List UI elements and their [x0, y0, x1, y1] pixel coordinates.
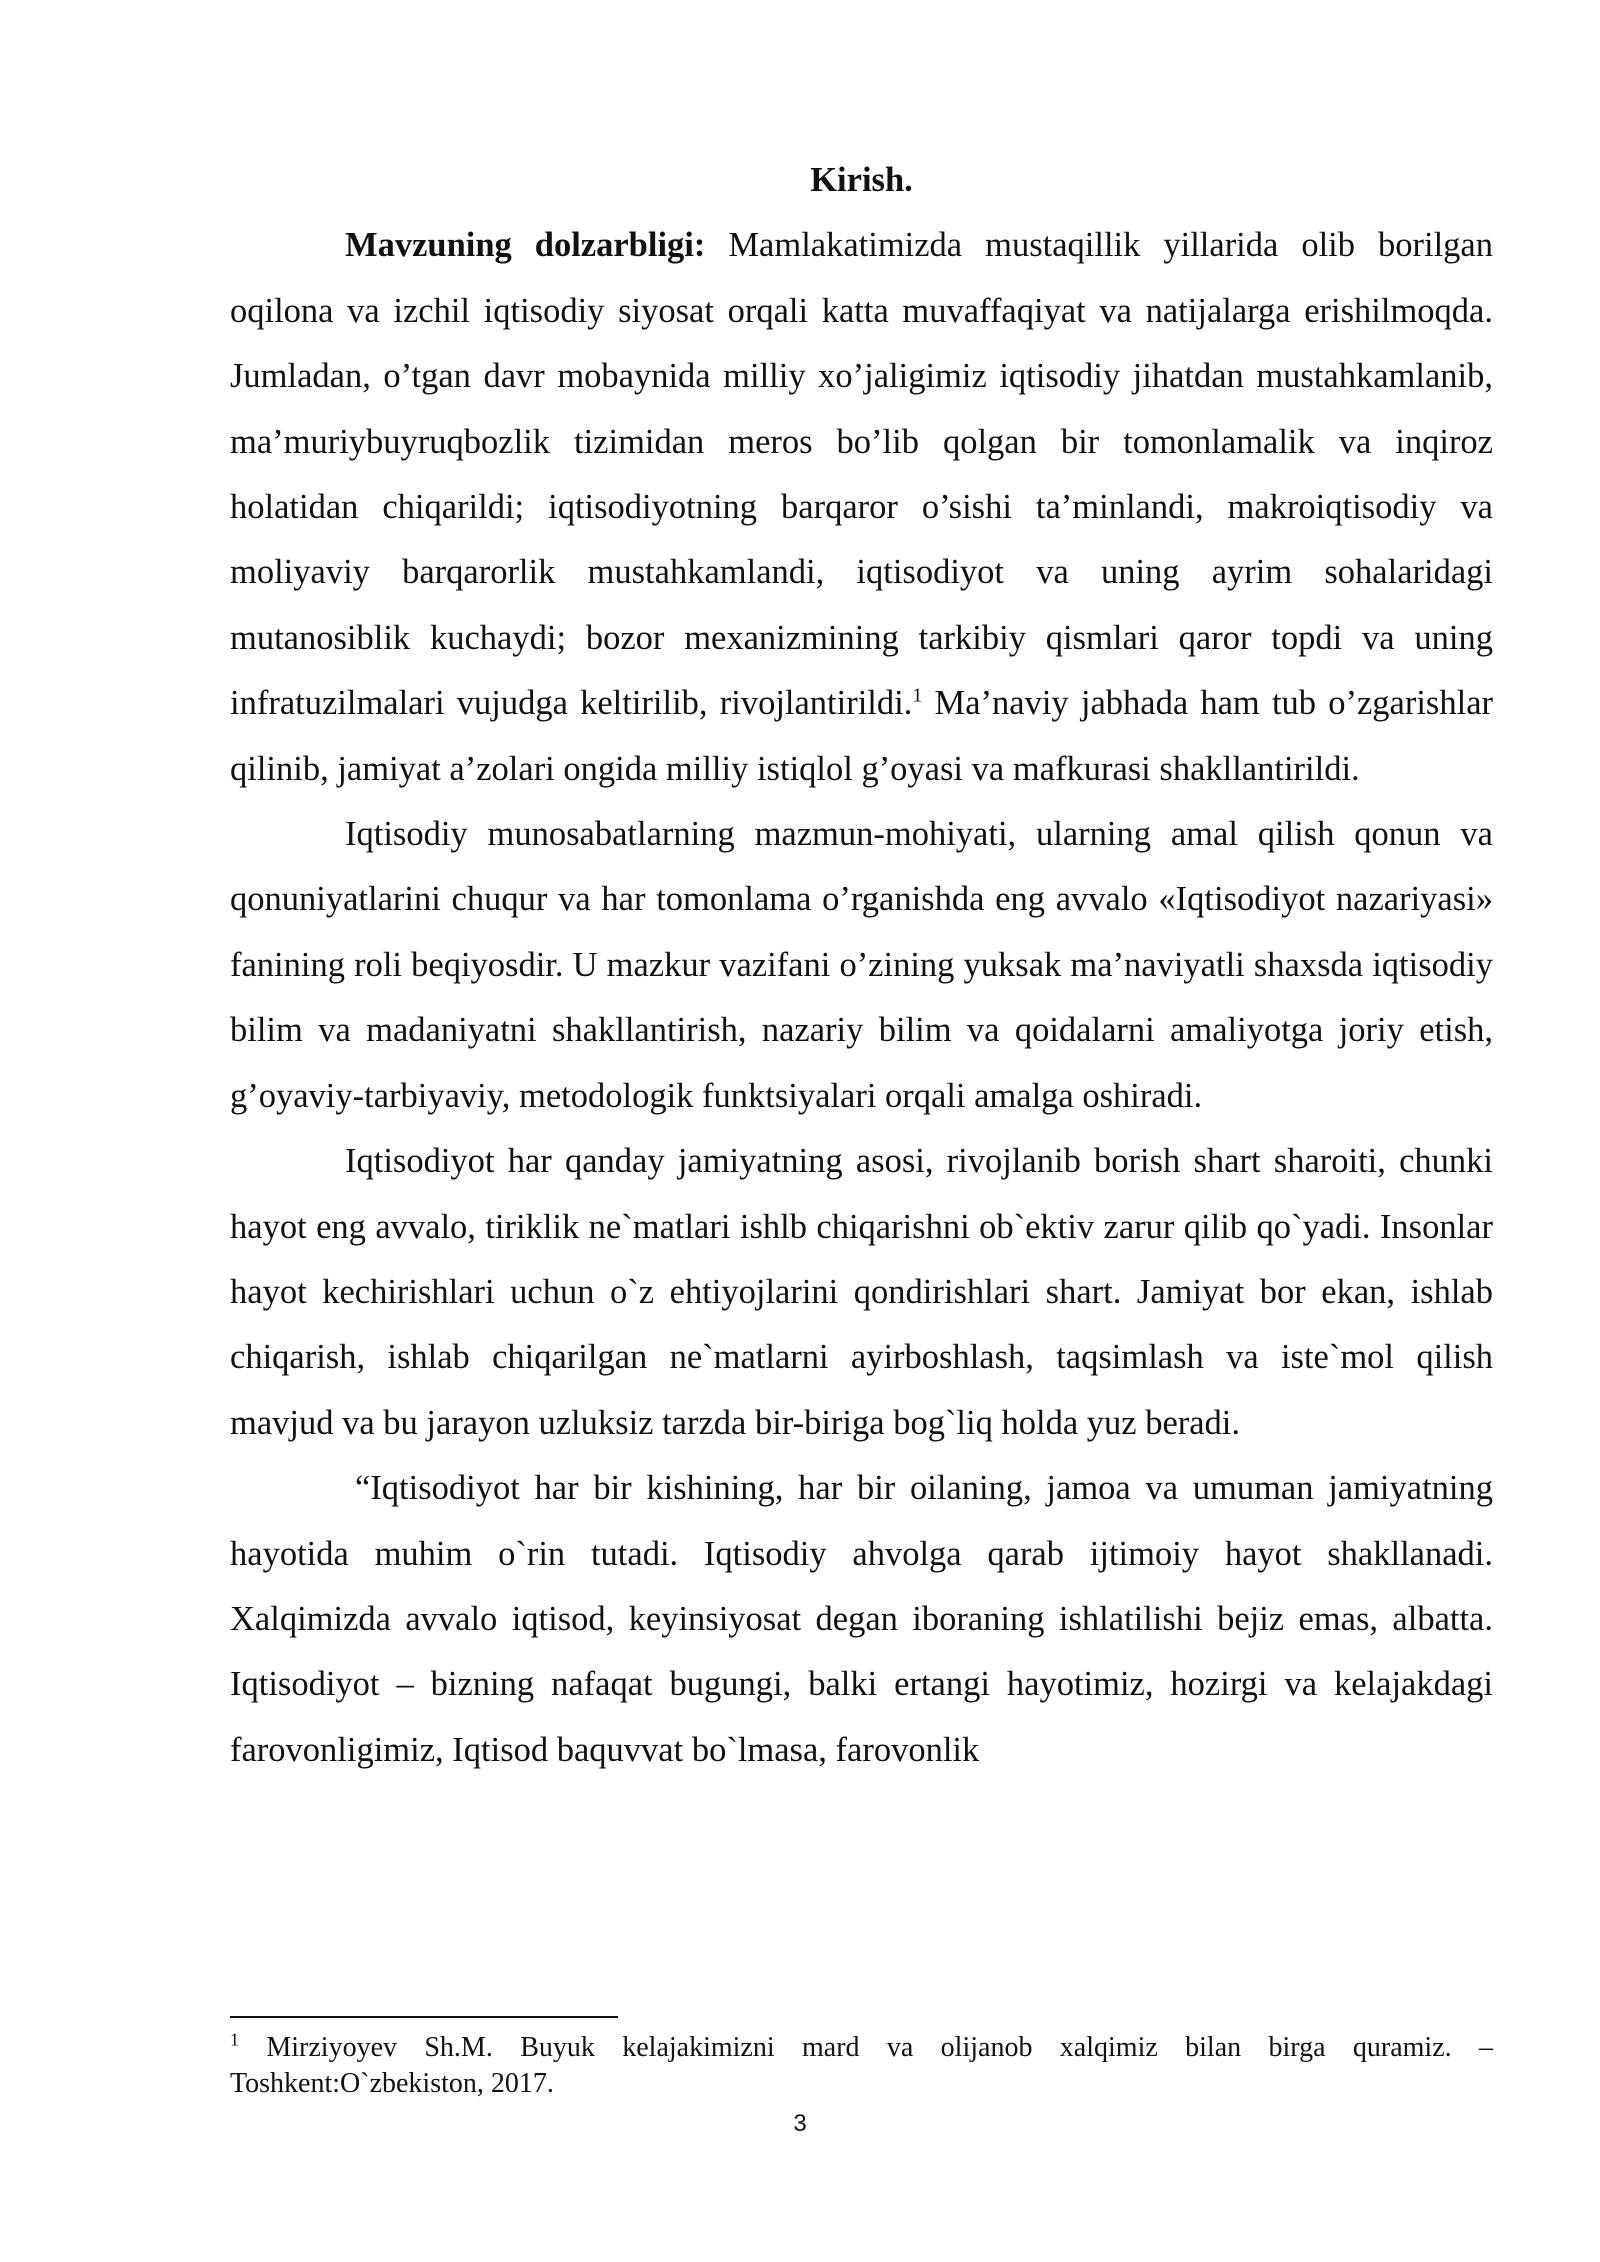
paragraph-economic-relations: Iqtisodiy munosabatlarning mazmun-mohiyati, ularning amal qilish qonun va qonuniyatlarini chuqur va har tomonlama o’rganishda eng avvalo «Iqtisodiyot nazariyasi» fanining roli beqiyosdir. U mazkur vazifani o’zining yuksak ma’naviyatli shaxsda iqtisodiy bilim va madaniyatni shakllantirish, nazariy bilim va qoidalarni amaliyotga joriy etish, g’oyaviy-tarbiyaviy, metodologik funktsiyalari orqali amalga oshiradi. — [230, 815, 1493, 1115]
footnote-separator — [230, 2016, 618, 2018]
paragraph-economy-basis: Iqtisodiyot har qanday jamiyatning asosi, rivojlanib borish shart sharoiti, chunki hayot eng avvalo, tiriklik ne`matlari ishlb chiqarishni ob`ektiv zarur qilib qo`yadi. Insonlar hayot kechirishlari uchun o`z ehtiyojlarini qondirishlari shart. Jamiyat bor ekan, ishlab chiqarish, ishlab chiqarilgan ne`matlarni ayirboshlash, taqsimlash va iste`mol qilish mavjud va bu jarayon uzluksiz tarzda bir-biriga bog`liq holda yuz beradi. — [230, 1142, 1493, 1442]
relevance-lead: Mavzuning dolzarbligi: — [345, 226, 706, 265]
footnote-reference[interactable]: 1 — [912, 684, 923, 707]
paragraph-quote: “Iqtisodiyot har bir kishining, har bir oilaning, jamoa va umuman jamiyatning hayotida muhim o`rin tutadi. Iqtisodiy ahvolga qarab ijtimoiy hayot shakllanadi. Xalqimizda avvalo iqtisod, keyinsiyosat degan iboraning ishlatilishi bejiz emas, albatta. Iqtisodiyot – bizning nafaqat bugungi, balki ertangi hayotimiz, hozirgi va kelajakdagi farovonligimiz, Iqtisod baquvvat bo`lmasa, farovonlik — [230, 1469, 1493, 1769]
footnote-mark: 1 — [230, 2029, 239, 2050]
relevance-tail: Ma’naviy jabhada ham tub o’zgarishlar qilinib, jamiyat a’zolari ongida milliy istiqlol g’oyasi va mafkurasi shakllantirildi. — [230, 684, 1493, 788]
footnote — [230, 2030, 1493, 2102]
page-heading: Kirish. — [810, 161, 913, 199]
main-text — [230, 148, 1493, 1783]
footnote-text: Mirziyoyev Sh.M. Buyuk kelajakimizni mard va olijanob xalqimiz bilan birga quramiz. – Toshkent:O`zbekiston, 2017. — [230, 2032, 1493, 2099]
page-number: 3 — [793, 2110, 807, 2137]
relevance-text: Mamlakatimizda mustaqillik yillarida olib borilgan oqilona va izchil iqtisodiy siyosat orqali katta muvaffaqiyat va natijalarga erishilmoqda. Jumladan, o’tgan davr mobaynida milliy xo’jaligimiz iqtisodiy jihatdan mustahkamlanib, ma’muriybuyruqbozlik tizimidan meros bo’lib qolgan bir tomonlamalik va inqiroz holatidan chiqarildi; iqtisodiyotning barqaror o’sishi ta’minlandi, makroiqtisodiy va moliyaviy barqarorlik mustahkamlandi, iqtisodiyot va uning ayrim sohalaridagi mutanosiblik kuchaydi; bozor mexanizmining tarkibiy qismlari qaror topdi va uning infratuzilmalari vujudga keltirilib, rivojlantirildi. — [230, 226, 1493, 723]
paragraph-relevance — [230, 213, 1493, 802]
